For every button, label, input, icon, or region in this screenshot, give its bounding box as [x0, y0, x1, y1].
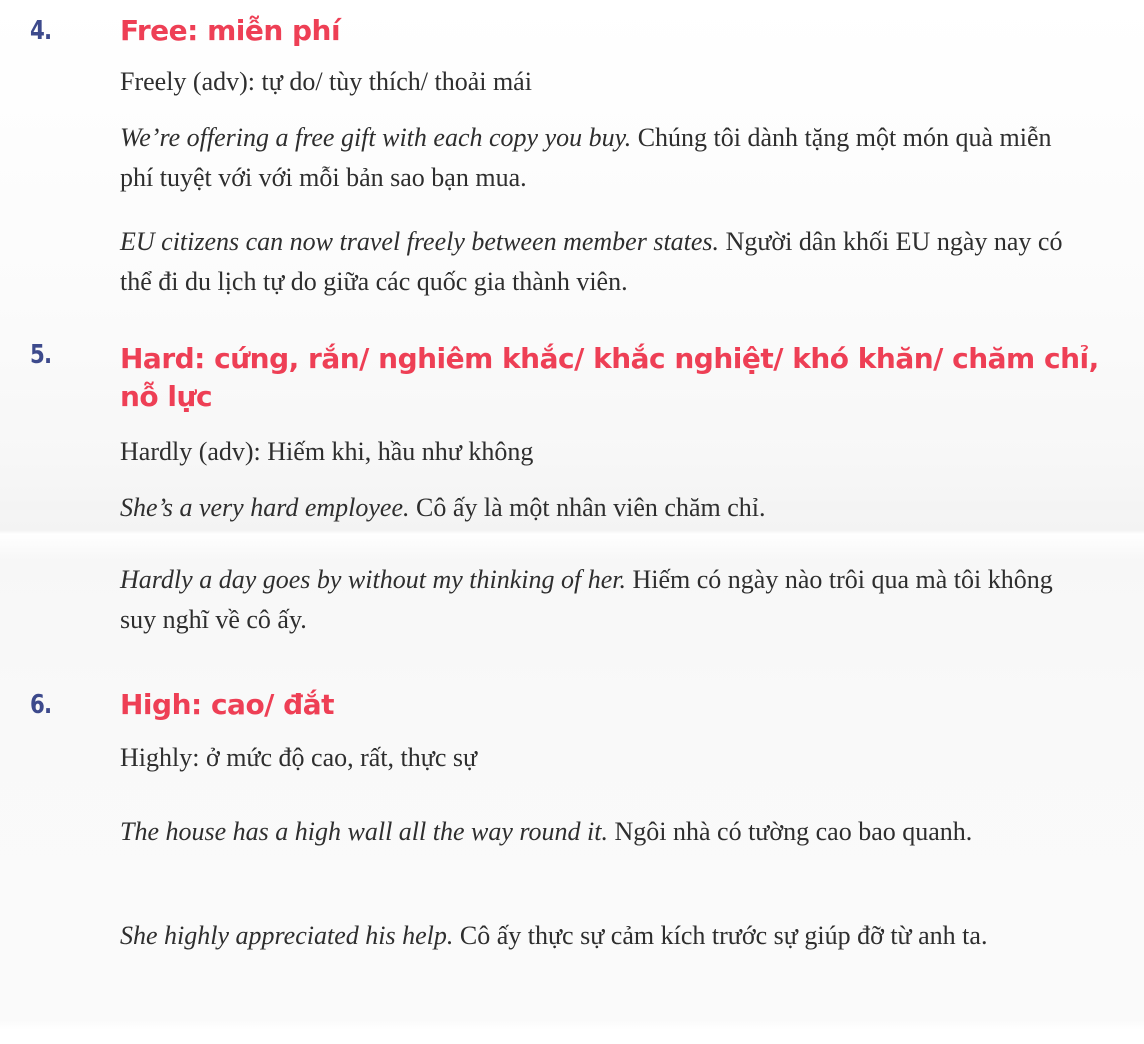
entry-number: 6. [30, 690, 52, 720]
entry-number: 5. [30, 340, 52, 370]
example-vietnamese: Người dân khối EU ngày nay có thể đi du lịch tự do giữa các quốc gia thành viên. [120, 227, 1063, 296]
definition-text: Freely (adv): tự do/ tùy thích/ thoải mái [120, 67, 532, 96]
entry-number: 4. [30, 16, 52, 46]
example-vietnamese: Ngôi nhà có tường cao bao quanh. [607, 817, 973, 846]
example-sentence [120, 118, 1080, 198]
entry-definition [120, 738, 1080, 778]
example-english: The house has a high wall all the way round it. [120, 817, 608, 846]
example-english: EU citizens can now travel freely between member states. [120, 227, 720, 256]
example-english: Hardly a day goes by without my thinking of her. [120, 565, 626, 594]
example-english: She highly appreciated his help. [120, 921, 454, 950]
entry-definition [120, 432, 1080, 472]
entry-heading: Hard: cứng, rắn/ nghiêm khắc/ khắc nghiệt/ khó khăn/ chăm chỉ, nỗ lực [120, 342, 1099, 413]
example-sentence [120, 916, 1080, 956]
entry-definition [120, 62, 1080, 102]
definition-text: Hardly (adv): Hiếm khi, hầu như không [120, 437, 534, 466]
entry-heading: High: cao/ đắt [120, 688, 334, 721]
example-vietnamese: Cô ấy là một nhân viên chăm chỉ. [409, 493, 766, 522]
definition-text: Highly: ở mức độ cao, rất, thực sự [120, 743, 478, 772]
example-sentence [120, 488, 1080, 528]
example-sentence [120, 812, 1080, 852]
example-sentence [120, 222, 1080, 302]
entry-heading: Free: miễn phí [120, 14, 341, 47]
example-english: She’s a very hard employee. [120, 493, 410, 522]
example-english: We’re offering a free gift with each copy you buy. [120, 123, 632, 152]
example-vietnamese: Chúng tôi dành tặng một món quà miễn phí tuyệt với với mỗi bản sao bạn mua. [120, 123, 1052, 192]
example-sentence [120, 560, 1080, 640]
example-vietnamese: Hiếm có ngày nào trôi qua mà tôi không suy nghĩ về cô ấy. [120, 565, 1053, 634]
example-vietnamese: Cô ấy thực sự cảm kích trước sự giúp đỡ từ anh ta. [453, 921, 988, 950]
